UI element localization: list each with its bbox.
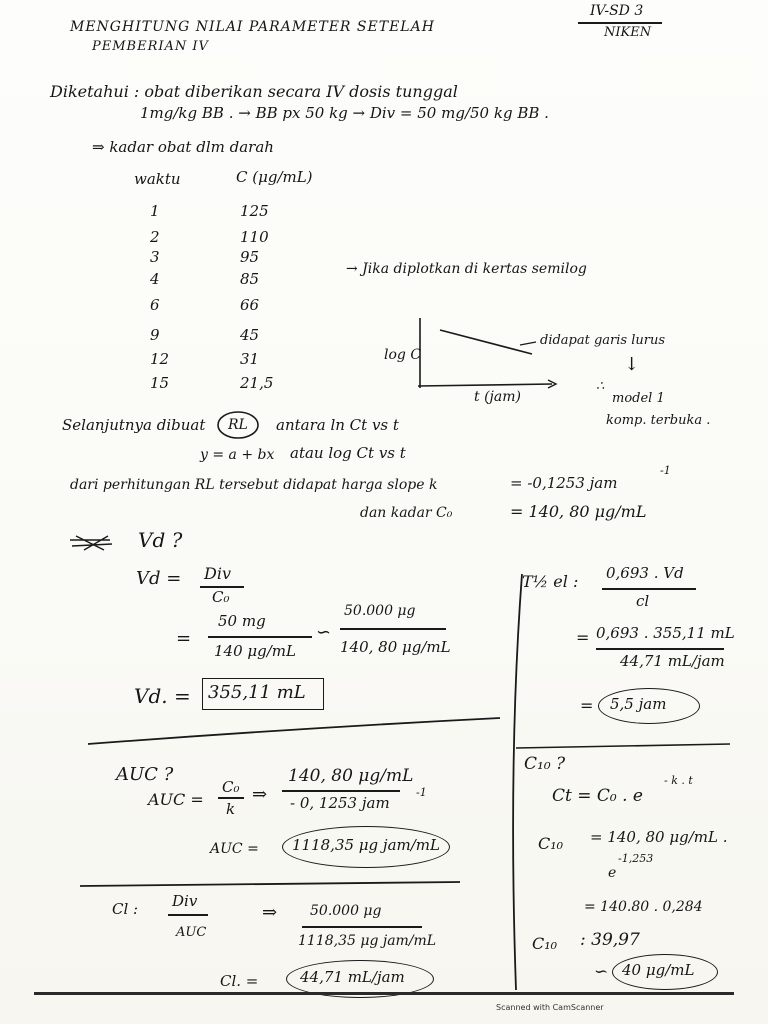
page-subtitle: PEMBERIAN IV bbox=[92, 39, 209, 54]
vd-eq1-num: Div bbox=[204, 564, 231, 583]
c10-result: 40 μg/mL bbox=[622, 961, 695, 979]
page-title: MENGHITUNG NILAI PARAMETER SETELAH bbox=[70, 19, 435, 35]
cl-den: 1118,35 μg jam/mL bbox=[298, 933, 437, 949]
plot-annotation-pointer bbox=[520, 342, 536, 345]
table-cell-time: 9 bbox=[150, 326, 160, 344]
vd-result: 355,11 mL bbox=[208, 682, 306, 703]
vd-alt-bar bbox=[340, 628, 446, 630]
vd-eq2-num: 50 mg bbox=[218, 612, 266, 630]
table-cell-time: 1 bbox=[150, 202, 160, 220]
cl-frac-num: Div bbox=[172, 892, 198, 910]
divider-thalf-c10 bbox=[516, 744, 730, 748]
auc-frac-num: C₀ bbox=[222, 778, 240, 796]
vd-eq3-lhs: Vd. = bbox=[134, 684, 191, 708]
auc-bar bbox=[282, 790, 400, 792]
regression-line-1a: Selanjutnya dibuat bbox=[62, 416, 206, 434]
plot-x-axis bbox=[418, 384, 552, 386]
vd-heading: Vd ? bbox=[138, 528, 183, 552]
table-cell-conc: 110 bbox=[240, 228, 269, 246]
vd-eq2-bar bbox=[208, 636, 312, 638]
scanner-watermark: Scanned with CamScanner bbox=[496, 1003, 604, 1012]
table-cell-conc: 21,5 bbox=[240, 374, 274, 392]
vd-eq2-den: 140 μg/mL bbox=[214, 642, 296, 660]
cl-lhs: Cl : bbox=[112, 900, 139, 918]
table-cell-conc: 95 bbox=[240, 248, 260, 266]
thalf-den2: 44,71 mL/jam bbox=[620, 652, 725, 670]
cl-frac-den: AUC bbox=[176, 925, 207, 940]
table-cell-time: 2 bbox=[150, 228, 160, 246]
table-cell-conc: 45 bbox=[240, 326, 260, 344]
cl-num: 50.000 μg bbox=[310, 903, 382, 919]
thalf-result: 5,5 jam bbox=[610, 695, 667, 713]
plot-straight-line bbox=[440, 330, 532, 354]
c10-eq4-rhs: : 39,97 bbox=[580, 930, 640, 950]
given-line-3: ⇒ kadar obat dlm darah bbox=[92, 138, 274, 156]
therefore-icon: ∴ bbox=[596, 379, 605, 394]
c10-heading: C₁₀ ? bbox=[524, 754, 566, 774]
auc-arrow: ⇒ bbox=[252, 784, 268, 805]
table-header-conc: C (μg/mL) bbox=[236, 168, 313, 186]
regression-line-2: atau log Ct vs t bbox=[290, 444, 406, 462]
table-cell-conc: 31 bbox=[240, 350, 260, 368]
c10-e: e bbox=[608, 865, 617, 881]
semilog-note: → Jika diplotkan di kertas semilog bbox=[346, 261, 587, 277]
auc-result-lhs: AUC = bbox=[210, 841, 259, 857]
auc-lhs: AUC = bbox=[148, 790, 204, 809]
column-divider bbox=[513, 574, 522, 990]
auc-num: 140, 80 μg/mL bbox=[288, 766, 414, 786]
regression-line-4: dan kadar C₀ bbox=[360, 505, 453, 521]
regression-line-1b: antara ln Ct vs t bbox=[276, 416, 399, 434]
class-label: IV-SD 3 bbox=[590, 3, 644, 19]
table-header-time: waktu bbox=[134, 170, 181, 188]
plot-x-label: t (jam) bbox=[474, 389, 521, 405]
auc-frac-bar bbox=[218, 797, 244, 799]
arrow-down-icon: ↓ bbox=[624, 354, 640, 375]
auc-den: - 0, 1253 jam bbox=[290, 794, 390, 812]
slope-value: = -0,1253 jam bbox=[510, 474, 618, 492]
thalf-num: 0,693 . Vd bbox=[606, 564, 684, 582]
c10-eq1-exponent: - k . t bbox=[664, 774, 693, 787]
table-cell-time: 3 bbox=[150, 248, 160, 266]
divider-auc-cl bbox=[80, 882, 460, 886]
cl-frac-bar bbox=[168, 914, 208, 916]
regression-rl: RL bbox=[228, 417, 248, 433]
c10-approx: ∽ bbox=[594, 962, 609, 982]
table-cell-time: 4 bbox=[150, 270, 160, 288]
c10-eq2-rhs: = 140, 80 μg/mL . bbox=[590, 828, 728, 846]
slope-exponent: -1 bbox=[660, 464, 671, 477]
model-line-2: komp. terbuka . bbox=[606, 413, 711, 428]
table-cell-time: 6 bbox=[150, 296, 160, 314]
author-name: NIKEN bbox=[604, 25, 652, 40]
vd-eq1-lhs: Vd = bbox=[136, 568, 182, 589]
c10-e-exponent: -1,253 bbox=[618, 852, 654, 865]
given-line-1: Diketahui : obat diberikan secara IV dosis tunggal bbox=[50, 82, 458, 101]
vd-eq2-equals: = bbox=[176, 628, 192, 649]
c10-eq2-lhs: C₁₀ bbox=[538, 834, 564, 853]
model-line-1: model 1 bbox=[612, 391, 665, 406]
table-cell-time: 15 bbox=[150, 374, 170, 392]
auc-frac-den: k bbox=[226, 800, 236, 818]
auc-heading: AUC ? bbox=[116, 764, 174, 785]
plot-annotation: didapat garis lurus bbox=[540, 333, 666, 348]
thalf-eq2-equals: = bbox=[576, 628, 590, 647]
vd-alt-num: 50.000 μg bbox=[344, 603, 416, 619]
vd-eq1-den: C₀ bbox=[212, 588, 230, 606]
cl-bar bbox=[302, 926, 422, 928]
regression-line-3: dari perhitungan RL tersebut didapat harga slope k bbox=[70, 477, 438, 493]
thalf-bar bbox=[602, 588, 696, 590]
table-cell-conc: 66 bbox=[240, 296, 260, 314]
thalf-lhs: T½ el : bbox=[522, 572, 579, 591]
thalf-den: cl bbox=[636, 592, 650, 610]
given-line-2: 1mg/kg BB . → BB px 50 kg → Div = 50 mg/50 kg BB . bbox=[140, 104, 549, 122]
cl-result-lhs: Cl. = bbox=[220, 972, 259, 990]
thalf-eq3-equals: = bbox=[580, 696, 594, 715]
vd-approx: ∽ bbox=[316, 622, 332, 643]
thalf-bar2 bbox=[596, 648, 724, 650]
divider-vd-auc bbox=[88, 718, 500, 744]
table-cell-time: 12 bbox=[150, 350, 170, 368]
c10-eq3: = 140.80 . 0,284 bbox=[584, 899, 703, 915]
plot-y-label: log C bbox=[384, 347, 422, 363]
c10-eq4-lhs: C₁₀ bbox=[532, 934, 558, 953]
cl-arrow: ⇒ bbox=[262, 902, 278, 923]
crossed-out-scribble bbox=[70, 536, 112, 550]
thalf-num2: 0,693 . 355,11 mL bbox=[596, 624, 735, 642]
auc-result: 1118,35 μg jam/mL bbox=[292, 836, 440, 854]
cl-result: 44,71 mL/jam bbox=[300, 968, 405, 986]
table-cell-conc: 125 bbox=[240, 202, 269, 220]
auc-den-exponent: -1 bbox=[416, 786, 427, 799]
c0-value: = 140, 80 μg/mL bbox=[510, 502, 647, 521]
c10-eq1: Ct = C₀ . e bbox=[552, 786, 643, 806]
vd-alt-den: 140, 80 μg/mL bbox=[340, 638, 451, 656]
regression-equation: y = a + bx bbox=[200, 447, 275, 463]
page-bottom-edge bbox=[34, 992, 734, 995]
table-cell-conc: 85 bbox=[240, 270, 260, 288]
